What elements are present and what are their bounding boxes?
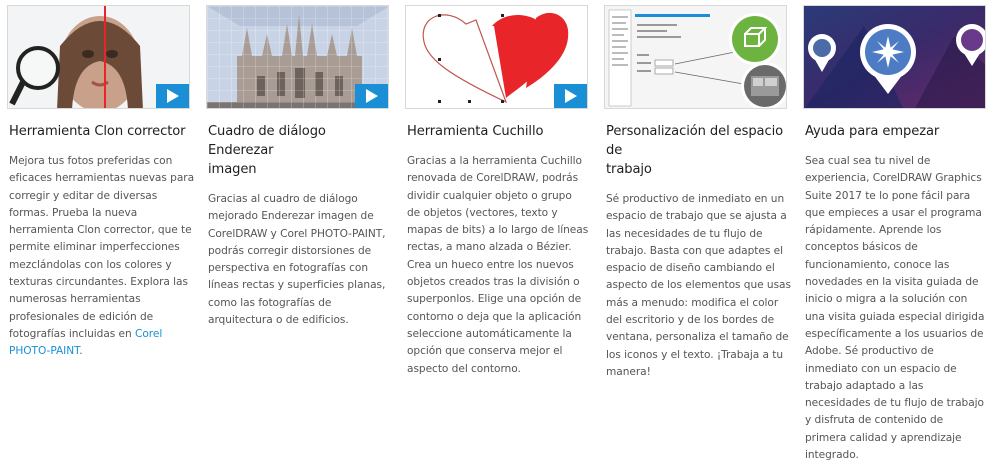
card-title-line: trabajo: [606, 162, 652, 177]
card-title: [9, 122, 190, 141]
feature-card-straighten-image: [206, 5, 389, 329]
desc-line: que empieces a usar el programa: [805, 206, 982, 219]
straighten-image-thumbnail[interactable]: [206, 5, 389, 109]
play-button[interactable]: [156, 84, 189, 108]
desc-line: rectas, a mano alzada o Bézier.: [407, 241, 572, 254]
desc-line: perspectiva en fotografías con: [208, 262, 368, 275]
desc-line: mejorado Enderezar imagen de: [208, 210, 374, 223]
play-icon: [167, 89, 179, 103]
card-title-line: imagen: [208, 162, 257, 177]
getting-started-thumbnail[interactable]: [803, 5, 986, 109]
corel-link[interactable]: Corel: [135, 327, 163, 340]
desc-line: específicamente a los usuarios de: [805, 327, 984, 340]
desc-line: opción que conserva mejor el: [407, 345, 563, 358]
card-title-line: Herramienta Clon corrector: [9, 124, 186, 139]
workspace-dialog-image: [605, 6, 787, 109]
play-button[interactable]: [355, 84, 388, 108]
feature-card-workspace: [604, 5, 791, 381]
desc-line: espacio de trabajo que se ajusta a: [606, 210, 787, 223]
desc-line: eficaces herramientas nuevas para: [9, 172, 195, 185]
desc-line: arquitectura o de edificios.: [208, 314, 349, 327]
desc-line: mapas de bits) a lo largo de líneas: [407, 224, 589, 237]
desc-line: [9, 343, 190, 360]
desc-line: podrás corregir distorsiones de: [208, 244, 372, 257]
card-description: [407, 153, 588, 378]
desc-line: Sea cual sea tu nivel de: [805, 155, 931, 167]
desc-line: manera!: [606, 365, 651, 378]
desc-line: contorno o deja que la aplicación: [407, 310, 582, 323]
desc-line: Adobe. Sé productivo de: [805, 345, 934, 358]
desc-line: rápidamente. Aprende los: [805, 224, 942, 237]
desc-line: objetos creados tras la división o: [407, 276, 580, 289]
card-title-line: Ayuda para empezar: [805, 124, 940, 139]
card-title: [407, 122, 588, 141]
getting-started-image: [804, 6, 986, 109]
desc-line: experiencia, CorelDRAW Graphics: [805, 172, 982, 185]
desc-line: superponlos. Elige una opción de: [407, 293, 582, 306]
desc-line: [9, 326, 190, 343]
card-title-line: Personalización del espacio de: [606, 124, 784, 158]
desc-line: aspecto del contorno.: [407, 362, 521, 375]
desc-line-text: fotografías incluidas en: [9, 327, 136, 340]
desc-line: herramienta Clon corrector, que te: [9, 224, 192, 237]
desc-line: dividir cualquier objeto o grupo: [407, 189, 572, 202]
desc-line: conceptos básicos de: [805, 241, 918, 254]
workspace-thumbnail[interactable]: [604, 5, 787, 109]
desc-line: aspecto de los elementos que usas: [606, 279, 791, 292]
card-title-line: Herramienta Cuchillo: [407, 124, 544, 139]
desc-line: necesidades de tu flujo de trabajo: [805, 397, 984, 410]
desc-period: .: [79, 345, 83, 358]
desc-line: seleccione automáticamente la: [407, 327, 572, 340]
desc-line: Gracias al cuadro de diálogo: [208, 193, 358, 205]
desc-line: más a menudo: modifica el color: [606, 296, 779, 309]
desc-line: mezclándolas con los colores y: [9, 258, 172, 271]
desc-line: integrado.: [805, 449, 859, 462]
desc-line: una visita guiada especial dirigida: [805, 310, 985, 323]
desc-line: Sé productivo de inmediato en un: [606, 193, 785, 205]
card-description: [9, 153, 195, 361]
desc-line: inmediato con un espacio de: [805, 362, 957, 375]
desc-line: Crea un hueco entre los nuevos: [407, 258, 574, 271]
card-description: [208, 191, 389, 329]
desc-line: las necesidades de tu flujo de: [606, 227, 763, 240]
play-icon: [366, 89, 378, 103]
card-title: [805, 122, 986, 141]
card-title-line: Cuadro de diálogo Enderezar: [208, 124, 326, 158]
desc-line: espacio de diseño cambiando el: [606, 262, 775, 275]
desc-line: inicio o migra a la solución con: [805, 293, 968, 306]
desc-line: y disfruta de contenido de: [805, 414, 944, 427]
card-title: [606, 122, 787, 179]
desc-line: funcionamiento, conoce las: [805, 258, 950, 271]
desc-line: CorelDRAW y Corel PHOTO-PAINT,: [208, 227, 386, 240]
desc-line: profesionales de edición de: [9, 310, 154, 323]
feature-card-getting-started: [803, 5, 986, 464]
desc-line: los iconos y el texto. ¡Trabaja a tu: [606, 348, 783, 361]
play-icon: [565, 89, 577, 103]
desc-line: Mejora tus fotos preferidas con: [9, 155, 173, 167]
desc-line: texturas circundantes. Explora las: [9, 276, 188, 289]
desc-line: primera calidad y aprendizaje: [805, 431, 962, 444]
desc-line: líneas rectas y superficies planas,: [208, 279, 386, 292]
card-description: [606, 191, 791, 381]
knife-tool-thumbnail[interactable]: [405, 5, 588, 109]
desc-line: ventana, personaliza el tamaño de: [606, 331, 789, 344]
photo-paint-link[interactable]: PHOTO-PAINT: [9, 345, 80, 358]
clone-tool-thumbnail[interactable]: [7, 5, 190, 109]
desc-line: numerosas herramientas: [9, 293, 141, 306]
desc-line: de objetos (vectores, texto y: [407, 206, 558, 219]
desc-line: formas. Prueba la nueva: [9, 206, 138, 219]
desc-line: trabajo. Basta con que adaptes el: [606, 244, 783, 257]
desc-line: del escritorio y de los bordes de: [606, 314, 775, 327]
play-button[interactable]: [554, 84, 587, 108]
desc-line: permite eliminar imperfecciones: [9, 241, 180, 254]
desc-line: corregir y editar de diversas: [9, 189, 158, 202]
card-description: [805, 153, 986, 464]
desc-line: Suite 2017 te lo pone fácil para: [805, 189, 971, 202]
desc-line: trabajo adaptado a las: [805, 379, 924, 392]
desc-line: renovada de CorelDRAW, podrás: [407, 172, 579, 185]
desc-line: Gracias a la herramienta Cuchillo: [407, 155, 582, 167]
feature-card-clone-tool: [7, 5, 195, 361]
feature-card-knife-tool: [405, 5, 588, 378]
desc-line: novedades en la visita guiada de: [805, 276, 979, 289]
desc-line: como las fotografías de: [208, 296, 332, 309]
card-title: [208, 122, 389, 179]
